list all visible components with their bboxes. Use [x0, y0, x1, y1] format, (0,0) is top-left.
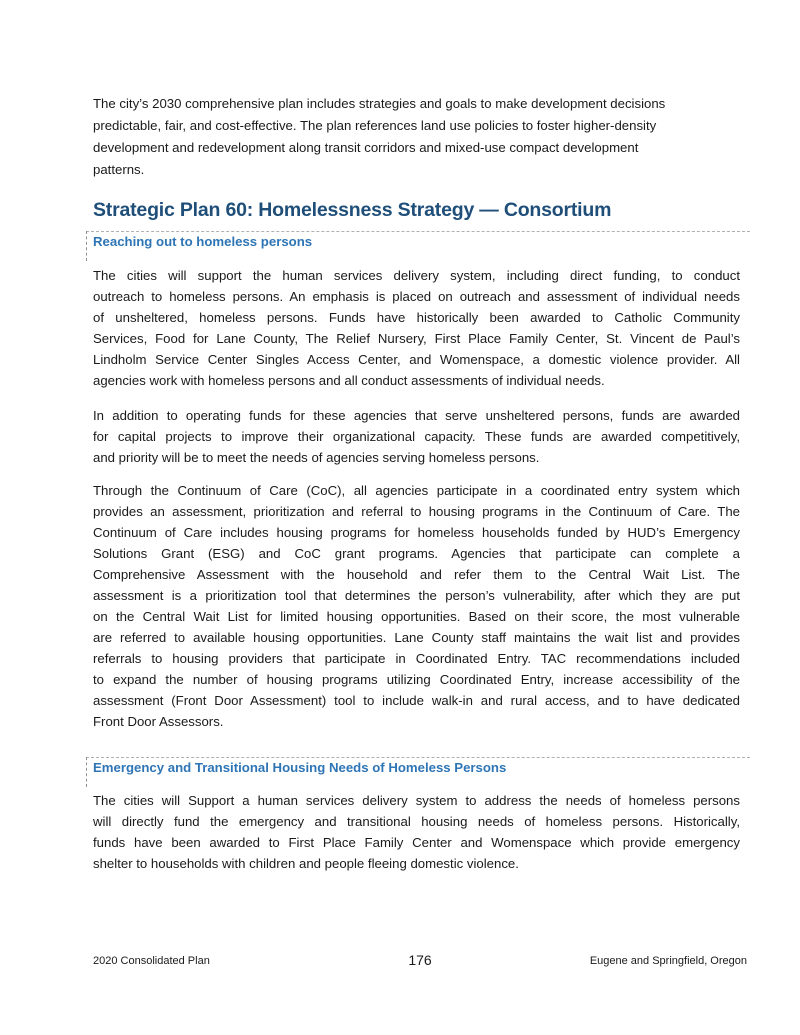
text-line: for capital projects to improve their organizational capacity. These funds are awarded competitively,: [93, 429, 740, 444]
text-line: referrals to housing providers that participate in Coordinated Entry. TAC recommendations included: [93, 651, 740, 666]
divider: [86, 231, 750, 232]
text-line: assessment (Front Door Assessment) tool to include walk-in and rural access, and to have dedicated: [93, 693, 740, 708]
paragraph: [93, 480, 740, 732]
section-title: Strategic Plan 60: Homelessness Strategy — Consortium: [93, 199, 612, 221]
text-line: shelter to households with children and people fleeing domestic violence.: [93, 856, 519, 871]
text-line: Through the Continuum of Care (CoC), all agencies participate in a coordinated entry system which: [93, 483, 740, 498]
text-line: of unsheltered, homeless persons. Funds have historically been awarded to Catholic Community: [93, 310, 740, 325]
text-line: The cities will Support a human services delivery system to address the needs of homeless persons: [93, 793, 740, 808]
text-line: are referred to available housing opportunities. Lane County staff maintains the wait list and provides: [93, 630, 740, 645]
text-line: and priority will be to meet the needs of agencies serving homeless persons.: [93, 450, 540, 465]
divider: [86, 231, 87, 261]
text-line: predictable, fair, and cost-effective. The plan references land use policies to foster higher-density: [93, 118, 657, 133]
text-line: provides an assessment, prioritization and referral to housing programs in the Continuum of Care. The: [93, 504, 740, 519]
footer-left: 2020 Consolidated Plan: [93, 955, 210, 967]
text-line: on the Central Wait List for limited housing opportunities. Based on their score, the most vulnerable: [93, 609, 740, 624]
text-line: Lindholm Service Center Singles Access Center, and Womenspace, a domestic violence provider. All: [93, 352, 740, 367]
subsection-title: Emergency and Transitional Housing Needs of Homeless Persons: [93, 760, 507, 775]
paragraph: [93, 265, 740, 391]
text-line: outreach to homeless persons. An emphasis is placed on outreach and assessment of individual needs: [93, 289, 740, 304]
subsection-title: Reaching out to homeless persons: [93, 234, 313, 249]
text-line: Front Door Assessors.: [93, 714, 224, 729]
page-number: 176: [408, 952, 432, 968]
paragraph: [93, 790, 740, 874]
text-line: agencies work with homeless persons and all conduct assessments of individual needs.: [93, 373, 605, 388]
text-line: development and redevelopment along transit corridors and mixed-use compact development: [93, 140, 639, 155]
divider: [86, 757, 750, 758]
text-line: Solutions Grant (ESG) and CoC grant programs. Agencies that participate can complete a: [93, 546, 740, 561]
text-line: will directly fund the emergency and transitional housing needs of homeless persons. Historically,: [93, 814, 740, 829]
text-line: patterns.: [93, 162, 145, 177]
text-line: In addition to operating funds for these agencies that serve unsheltered persons, funds are awarded: [93, 408, 740, 423]
text-line: assessment is a prioritization tool that determines the person’s vulnerability, after which they are put: [93, 588, 740, 603]
text-line: to expand the number of housing programs utilizing Coordinated Entry, increase accessibility of the: [93, 672, 740, 687]
text-line: Comprehensive Assessment with the household and refer them to the Central Wait List. The: [93, 567, 740, 582]
text-line: Continuum of Care includes housing programs for homeless households funded by HUD’s Emergency: [93, 525, 740, 540]
paragraph: [93, 405, 740, 468]
footer-right: Eugene and Springfield, Oregon: [589, 955, 747, 967]
text-line: funds have been awarded to First Place Family Center and Womenspace which provide emergency: [93, 835, 740, 850]
text-line: The cities will support the human services delivery system, including direct funding, to conduct: [93, 268, 740, 283]
text-line: The city’s 2030 comprehensive plan includes strategies and goals to make development decisions: [93, 96, 666, 111]
intro-paragraph: [93, 93, 740, 181]
text-line: Services, Food for Lane County, The Relief Nursery, First Place Family Center, St. Vincent de Paul’s: [93, 331, 740, 346]
divider: [86, 757, 87, 787]
